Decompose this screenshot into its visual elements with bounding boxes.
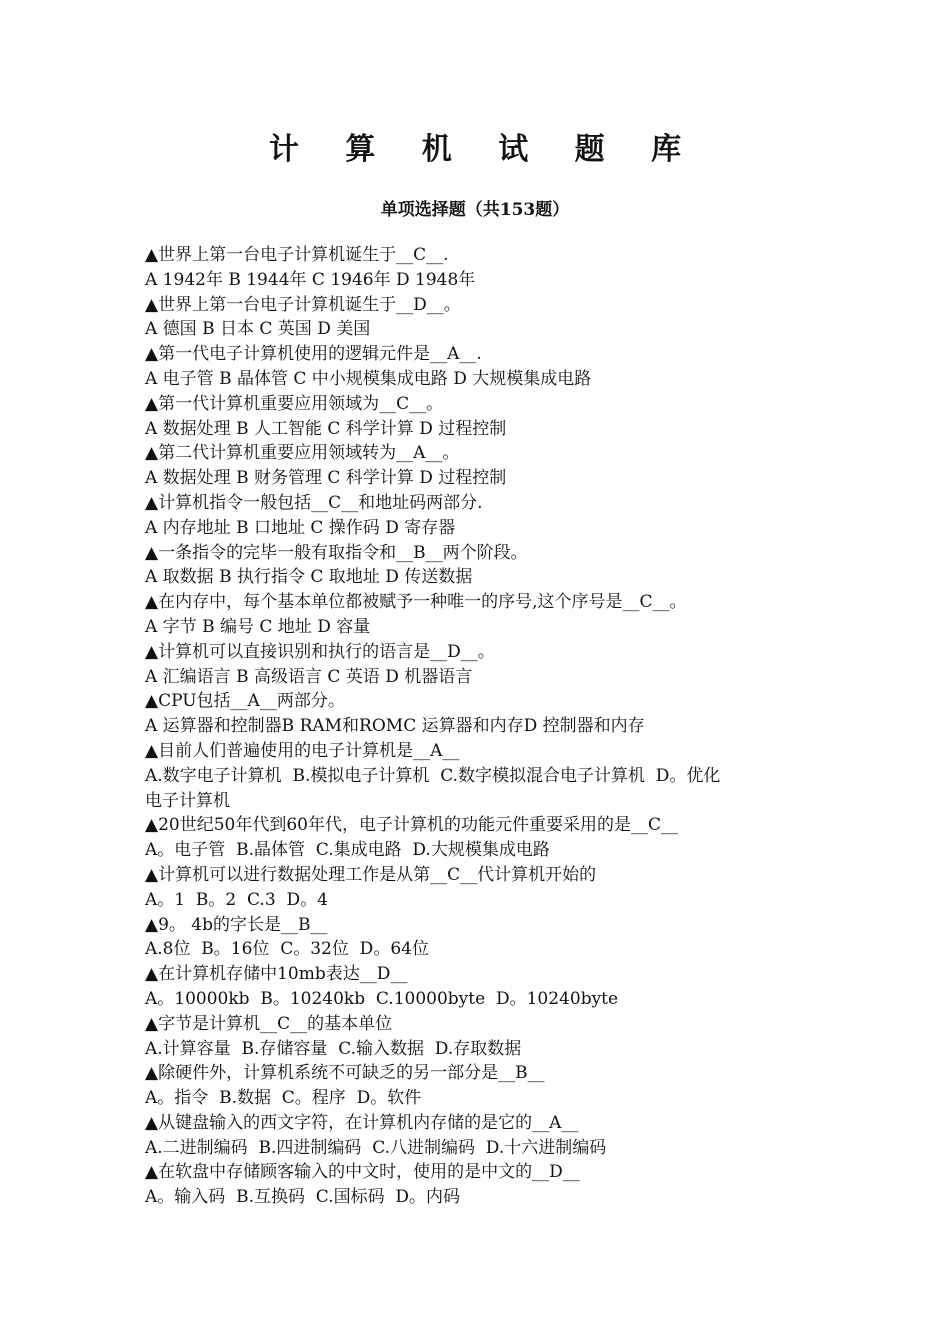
options-line: A 运算器和控制器B RAM和ROMC 运算器和内存D 控制器和内存 xyxy=(145,716,645,737)
question-line: ▲一条指令的完毕一般有取指令和__B__两个阶段。 xyxy=(145,542,528,563)
question-line: ▲计算机可以直接识别和执行的语言是__D__。 xyxy=(145,641,495,662)
section-heading: 单项选择题（共153题） xyxy=(380,200,570,220)
question-line: ▲从键盘输入的西文字符，在计算机内存储的是它的__A__ xyxy=(145,1112,579,1133)
options-line: 电子计算机 xyxy=(145,790,230,811)
question-line: ▲世界上第一台电子计算机诞生于__D__。 xyxy=(145,294,461,315)
options-line: A 数据处理 B 人工智能 C 科学计算 D 过程控制 xyxy=(145,418,507,439)
question-line: ▲除硬件外，计算机系统不可缺乏的另一部分是__B__ xyxy=(145,1063,545,1084)
question-line: ▲第一代计算机重要应用领域为__C__。 xyxy=(145,393,444,414)
options-line: A 内存地址 B 口地址 C 操作码 D 寄存器 xyxy=(145,517,456,538)
options-line: A。输入码 B.互换码 C.国标码 D。内码 xyxy=(145,1187,461,1208)
options-line: A。10000kb B。10240kb C.10000byte D。10240byte xyxy=(145,988,619,1009)
options-line: A。电子管 B.晶体管 C.集成电路 D.大规模集成电路 xyxy=(145,840,550,861)
options-line: A 取数据 B 执行指令 C 取地址 D 传送数据 xyxy=(145,567,473,588)
question-line: ▲计算机可以进行数据处理工作是从第__C__代计算机开始的 xyxy=(145,864,597,885)
options-line: A.计算容量 B.存储容量 C.输入数据 D.存取数据 xyxy=(145,1038,522,1059)
options-line: A.8位 B。16位 C。32位 D。64位 xyxy=(145,939,429,960)
question-line: ▲在计算机存储中10mb表达__D__ xyxy=(145,964,408,985)
question-line: ▲在软盘中存储顾客输入的中文时，使用的是中文的__D__ xyxy=(145,1162,580,1183)
options-line: A 汇编语言 B 高级语言 C 英语 D 机器语言 xyxy=(145,666,473,687)
question-line: ▲在内存中，每个基本单位都被赋予一种唯一的序号,这个序号是__C__。 xyxy=(145,592,687,613)
question-line: ▲世界上第一台电子计算机诞生于__C__. xyxy=(145,245,449,265)
options-line: A 数据处理 B 财务管理 C 科学计算 D 过程控制 xyxy=(145,468,507,489)
options-line: A 字节 B 编号 C 地址 D 容量 xyxy=(145,616,371,637)
options-line: A.数字电子计算机 B.模拟电子计算机 C.数字模拟混合电子计算机 D。优化 xyxy=(145,765,721,786)
options-line: A.二进制编码 B.四进制编码 C.八进制编码 D.十六进制编码 xyxy=(145,1137,607,1158)
document-title: 计 算 机 试 题 库 xyxy=(268,132,700,167)
options-line: A。指令 B.数据 C。程序 D。软件 xyxy=(145,1088,422,1109)
question-line: ▲CPU包括__A__两部分。 xyxy=(145,691,345,712)
options-line: A 1942年 B 1944年 C 1946年 D 1948年 xyxy=(145,269,476,290)
question-list xyxy=(145,243,815,1210)
options-line: A 电子管 B 晶体管 C 中小规模集成电路 D 大规模集成电路 xyxy=(145,368,592,389)
options-line: A 德国 B 日本 C 英国 D 美国 xyxy=(145,319,371,340)
question-line: ▲第一代电子计算机使用的逻辑元件是__A__. xyxy=(145,344,482,365)
options-line: A。1 B。2 C.3 D。4 xyxy=(145,889,328,910)
question-line: ▲第二代计算机重要应用领域转为__A__。 xyxy=(145,443,460,464)
question-line: ▲字节是计算机__C__的基本单位 xyxy=(145,1013,393,1034)
question-line: ▲计算机指令一般包括__C__和地址码两部分. xyxy=(145,492,483,513)
question-line: ▲9。 4b的字长是__B__ xyxy=(145,914,328,935)
question-line: ▲20世纪50年代到60年代，电子计算机的功能元件重要采用的是__C__ xyxy=(145,815,678,836)
question-line: ▲目前人们普遍使用的电子计算机是__A__ xyxy=(145,740,460,761)
